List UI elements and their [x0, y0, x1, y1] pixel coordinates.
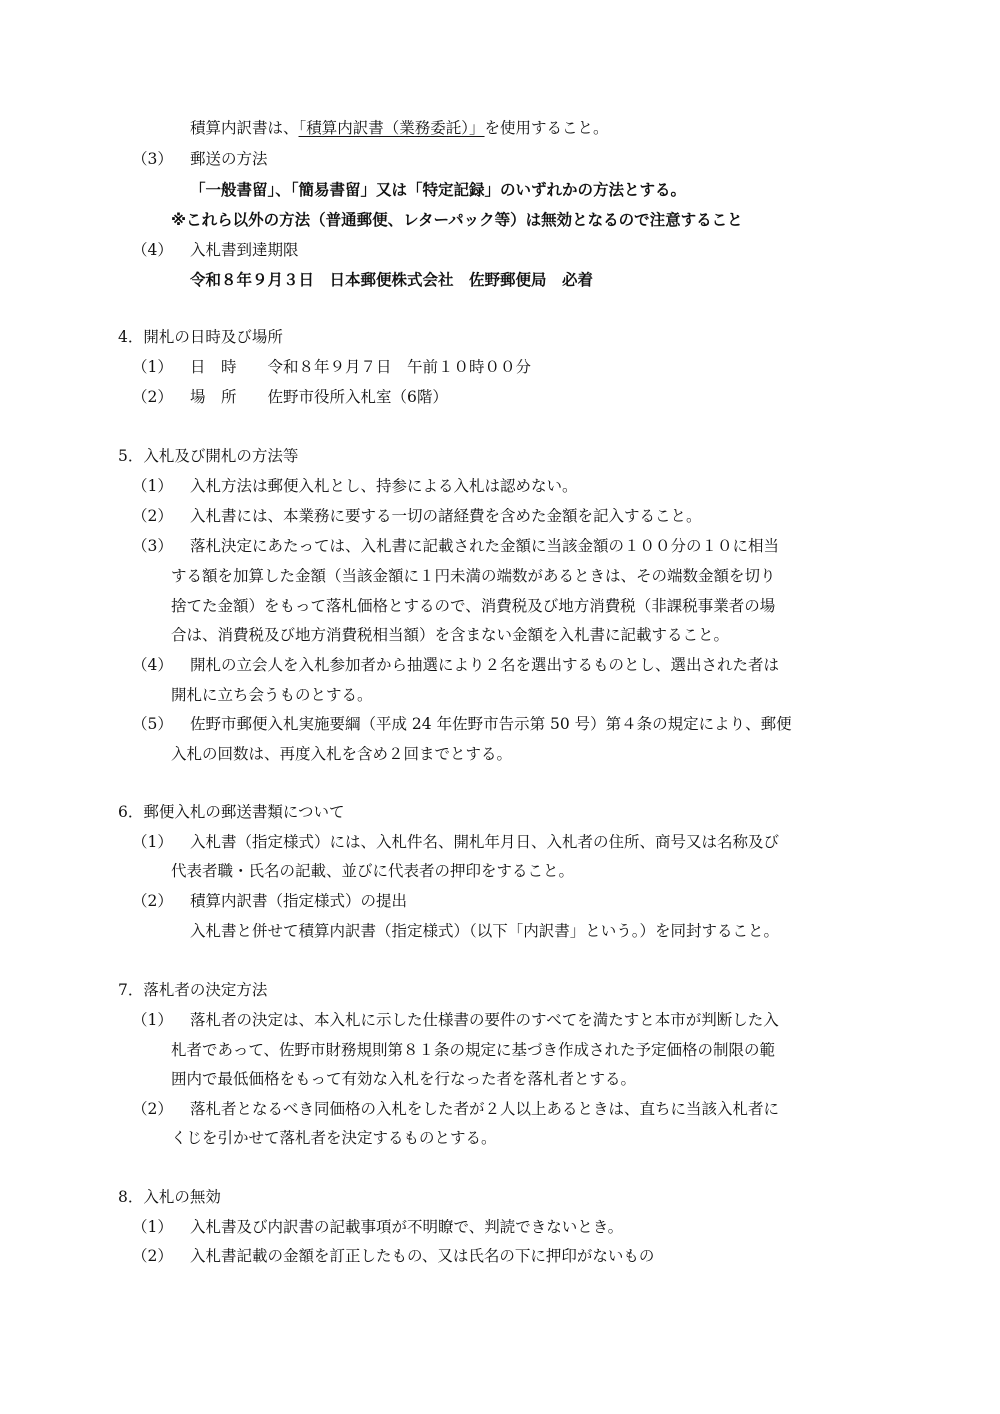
item-label: （1） [132, 833, 173, 851]
item-text-cont: する額を加算した金額（当該金額に１円未満の端数があるときは、その端数金額を切り [171, 567, 776, 585]
deadline-bold: 令和８年９月３日 日本郵便株式会社 佐野郵便局 必着 [190, 271, 594, 289]
item-text: 落札者となるべき同価格の入札をした者が２人以上あるときは、直ちに当該入札者に [190, 1100, 780, 1118]
item-text-cont: 開札に立ち会うものとする。 [171, 686, 373, 704]
section-heading: 4．開札の日時及び場所 [118, 328, 283, 346]
item-text: 入札書（指定様式）には、入札件名、開札年月日、入札者の住所、商号又は名称及び [190, 833, 780, 851]
item-text-cont: 入札書と併せて積算内訳書（指定様式）（以下「内訳書」という。）を同封すること。 [190, 922, 780, 940]
item-label: （2） [132, 1100, 173, 1118]
mail-method-bold: 「一般書留」、「簡易書留」又は「特定記録」のいずれかの方法とする。 [190, 181, 687, 199]
section-heading: 7．落札者の決定方法 [118, 981, 268, 999]
item-text: 落札者の決定は、本入札に示した仕様書の要件のすべてを満たすと本市が判断した入 [190, 1011, 779, 1029]
item-text-cont: 合は、消費税及び地方消費税相当額）を含まない金額を入札書に記載すること。 [171, 626, 730, 644]
item-text-cont: 捨てた金額）をもって落札価格とするので、消費税及び地方消費税（非課税事業者の場 [171, 597, 776, 615]
item-label: （1） [132, 1011, 173, 1029]
intro-text-end: を使用すること。 [484, 119, 609, 137]
item-label: （1） [132, 477, 173, 495]
item-text: 入札書記載の金額を訂正したもの、又は氏名の下に押印がないもの [190, 1247, 655, 1265]
item-label: （2） [132, 507, 173, 525]
item-text-cont: 囲内で最低価格をもって有効な入札を行なった者を落札者とする。 [171, 1070, 637, 1088]
item-label: （2） [132, 892, 173, 910]
item-text: 入札方法は郵便入札とし、持参による入札は認めない。 [190, 477, 578, 495]
item-text: 場 所 佐野市役所入札室（6階） [190, 388, 448, 406]
item-label: （3） [132, 150, 173, 168]
item-label: （5） [132, 715, 173, 733]
item-label: （1） [132, 358, 173, 376]
item-text: 落札決定にあたっては、入札書に記載された金額に当該金額の１００分の１０に相当 [190, 537, 780, 555]
item-text: 入札書及び内訳書の記載事項が不明瞭で、判読できないとき。 [190, 1218, 624, 1236]
item-label: （2） [132, 1247, 173, 1265]
item-text: 郵送の方法 [190, 150, 268, 168]
item-label: （1） [132, 1218, 173, 1236]
item-text: 開札の立会人を入札参加者から抽選により２名を選出するものとし、選出された者は [190, 656, 780, 674]
section-heading: 6．郵便入札の郵送書類について [118, 803, 345, 821]
item-label: （2） [132, 388, 173, 406]
item-text: 入札書には、本業務に要する一切の諸経費を含めた金額を記入すること。 [190, 507, 702, 525]
mail-warning-bold: ※これら以外の方法（普通郵便、レターパック等）は無効となるので注意すること [171, 211, 743, 229]
item-label: （4） [132, 241, 173, 259]
item-text-cont: 入札の回数は、再度入札を含め２回までとする。 [171, 745, 513, 763]
item-text: 佐野市郵便入札実施要綱（平成 24 年佐野市告示第 50 号）第４条の規定により、郵便 [190, 715, 792, 733]
form-name-underlined: 「積算内訳書（業務委託）」 [298, 119, 485, 137]
item-text: 積算内訳書（指定様式）の提出 [190, 892, 408, 910]
estimate-usage-line [190, 118, 609, 138]
section-heading: 5．入札及び開札の方法等 [118, 447, 299, 465]
intro-text: 積算内訳書は、 [190, 119, 299, 137]
item-text-cont: 代表者職・氏名の記載、並びに代表者の押印をすること。 [171, 862, 575, 880]
item-text: 日 時 令和８年９月７日 午前１０時００分 [190, 358, 532, 376]
section-heading: 8．入札の無効 [118, 1188, 221, 1206]
item-label: （4） [132, 656, 173, 674]
item-text-cont: くじを引かせて落札者を決定するものとする。 [171, 1129, 497, 1147]
item-text-cont: 札者であって、佐野市財務規則第８１条の規定に基づき作成された予定価格の制限の範 [171, 1041, 776, 1059]
item-label: （3） [132, 537, 173, 555]
item-text: 入札書到達期限 [190, 241, 299, 259]
